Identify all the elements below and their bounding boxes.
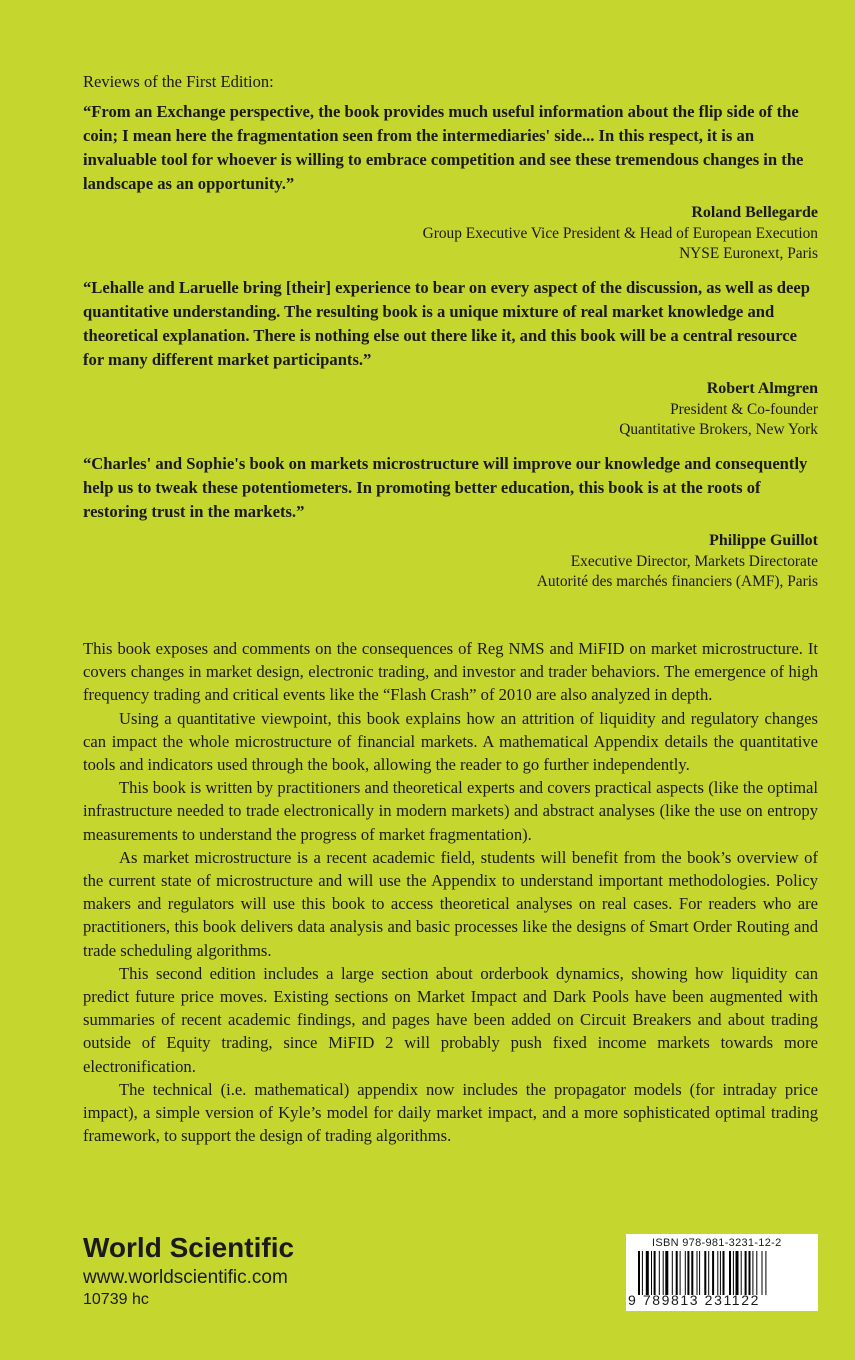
barcode-bar: [723, 1251, 725, 1295]
barcode-bar: [741, 1251, 742, 1295]
description-paragraph: The technical (i.e. mathematical) appendix now includes the propagator models (for intraday price impact), a simple version of Kyle’s model for daily market impact, and a more sophisticated optimal trading framework, to support the design of trading algorithms.: [83, 1079, 818, 1146]
isbn-label: ISBN 978-981-3231-12-2: [652, 1237, 782, 1249]
barcode-bar: [646, 1251, 649, 1295]
barcode-bars: [634, 1251, 810, 1295]
publisher-url: www.worldscientific.com: [83, 1267, 288, 1288]
barcode-bar: [712, 1251, 714, 1295]
review-item: [83, 276, 818, 440]
review-attribution: [83, 530, 818, 592]
barcode-bar: [665, 1251, 668, 1295]
barcode-bar: [672, 1251, 673, 1295]
barcode-bar: [736, 1251, 739, 1295]
publisher-code: 10739 hc: [83, 1291, 149, 1308]
review-quote: “Lehalle and Laruelle bring [their] experience to bear on every aspect of the discussion, as well as deep quantitative understanding. The resulting book is a unique mixture of real market knowledge and theoretical explanation. There is nothing else out there like it, and this book will be a central resource for many different market participants.”: [83, 278, 810, 369]
barcode-bar: [691, 1251, 693, 1295]
review-attribution: [83, 202, 818, 264]
barcode-bar: [659, 1251, 660, 1295]
isbn-barcode: [626, 1234, 818, 1311]
description-paragraph: As market microstructure is a recent academic field, students will benefit from the book’s overview of the current state of microstructure and will use the Appendix to understand important methodologies. Policy makers and regulators will use this book to access theoretical analyses on real cases. For readers who are practitioners, this book delivers data analysis and basic processes like the designs of Smart Order Routing and trade scheduling algorithms.: [83, 847, 818, 960]
review-item: [83, 100, 818, 264]
barcode-bar: [704, 1251, 706, 1295]
barcode-bar: [699, 1251, 700, 1295]
reviewer-name: Robert Almgren: [706, 380, 818, 397]
barcode-bar: [687, 1251, 689, 1295]
barcode-bar: [676, 1251, 678, 1295]
barcode-bar: [745, 1251, 747, 1295]
review-quote: “From an Exchange perspective, the book provides much useful information about the flip side of the coin; I mean here the fragmentation seen from the intermediaries' side... In this respect, it is an invaluable tool for whoever is willing to embrace competition and see these tremendous changes in the landscape as an opportunity.”: [83, 102, 804, 193]
reviews-section: [83, 70, 818, 604]
reviewer-org: Autorité des marchés financiers (AMF), Paris: [536, 573, 818, 590]
description-paragraph: This second edition includes a large section about orderbook dynamics, showing how liquidity can predict future price moves. Existing sections on Market Impact and Dark Pools have been augmented with summaries of recent academic findings, and pages have been added on Circuit Breakers and about trading outside of Equity trading, since MiFID 2 will probably push fixed income markets towards more electronification.: [83, 963, 818, 1076]
barcode-bar: [685, 1251, 686, 1295]
reviewer-title: Group Executive Vice President & Head of European Execution: [422, 225, 818, 242]
barcode-bar: [752, 1251, 753, 1295]
barcode-bar: [638, 1251, 640, 1295]
publisher-block: [83, 1232, 294, 1310]
barcode-digits: 9 789813 231122: [628, 1292, 760, 1308]
barcode-bar: [680, 1251, 681, 1295]
barcode-bar: [720, 1251, 721, 1295]
barcode-bar: [663, 1251, 664, 1295]
description-paragraph: This book exposes and comments on the consequences of Reg NMS and MiFID on market microstructure. It covers changes in market design, electronic trading, and investor and trader behaviors. The emergence of high frequency trading and critical events like the “Flash Crash” of 2010 are also analyzed in depth.: [83, 639, 818, 705]
barcode-bar: [651, 1251, 652, 1295]
barcode-bar: [717, 1251, 718, 1295]
description-paragraph: Using a quantitative viewpoint, this book explains how an attrition of liquidity and regulatory changes can impact the whole microstructure of financial markets. A mathematical Appendix details the quantitative tools and indicators used through the book, allowing the reader to go further independently.: [83, 708, 818, 775]
review-item: [83, 452, 818, 592]
reviewer-org: Quantitative Brokers, New York: [619, 421, 818, 438]
barcode-bar: [762, 1251, 763, 1295]
barcode-bar: [708, 1251, 709, 1295]
barcode-bar: [733, 1251, 734, 1295]
reviewer-title: Executive Director, Markets Directorate: [570, 553, 818, 570]
barcode-bar: [697, 1251, 698, 1295]
book-description: [83, 637, 818, 1147]
description-paragraph: This book is written by practitioners and theoretical experts and covers practical aspects (like the optimal infrastructure needed to trade electronically in modern markets) and abstract analyses (like the use on entropy measurements to understand the progress of market fragmentation).: [83, 778, 818, 844]
barcode-bar: [642, 1251, 643, 1295]
reviewer-title: President & Co-founder: [670, 401, 818, 418]
barcode-bar: [749, 1251, 751, 1295]
publisher-name: World Scientific: [83, 1232, 295, 1263]
barcode-bar: [756, 1251, 757, 1295]
reviewer-name: Philippe Guillot: [709, 532, 818, 549]
reviewer-name: Roland Bellegarde: [691, 204, 818, 221]
review-quote: “Charles' and Sophie's book on markets microstructure will improve our knowledge and consequently help us to tweak these potentiometers. In promoting better education, this book is at the roots of restoring trust in the markets.”: [83, 454, 808, 521]
barcode-bar: [765, 1251, 766, 1295]
reviewer-org: NYSE Euronext, Paris: [679, 245, 818, 262]
reviews-heading: Reviews of the First Edition:: [83, 72, 274, 91]
barcode-bar: [729, 1251, 731, 1295]
review-attribution: [83, 378, 818, 440]
barcode-bar: [654, 1251, 656, 1295]
